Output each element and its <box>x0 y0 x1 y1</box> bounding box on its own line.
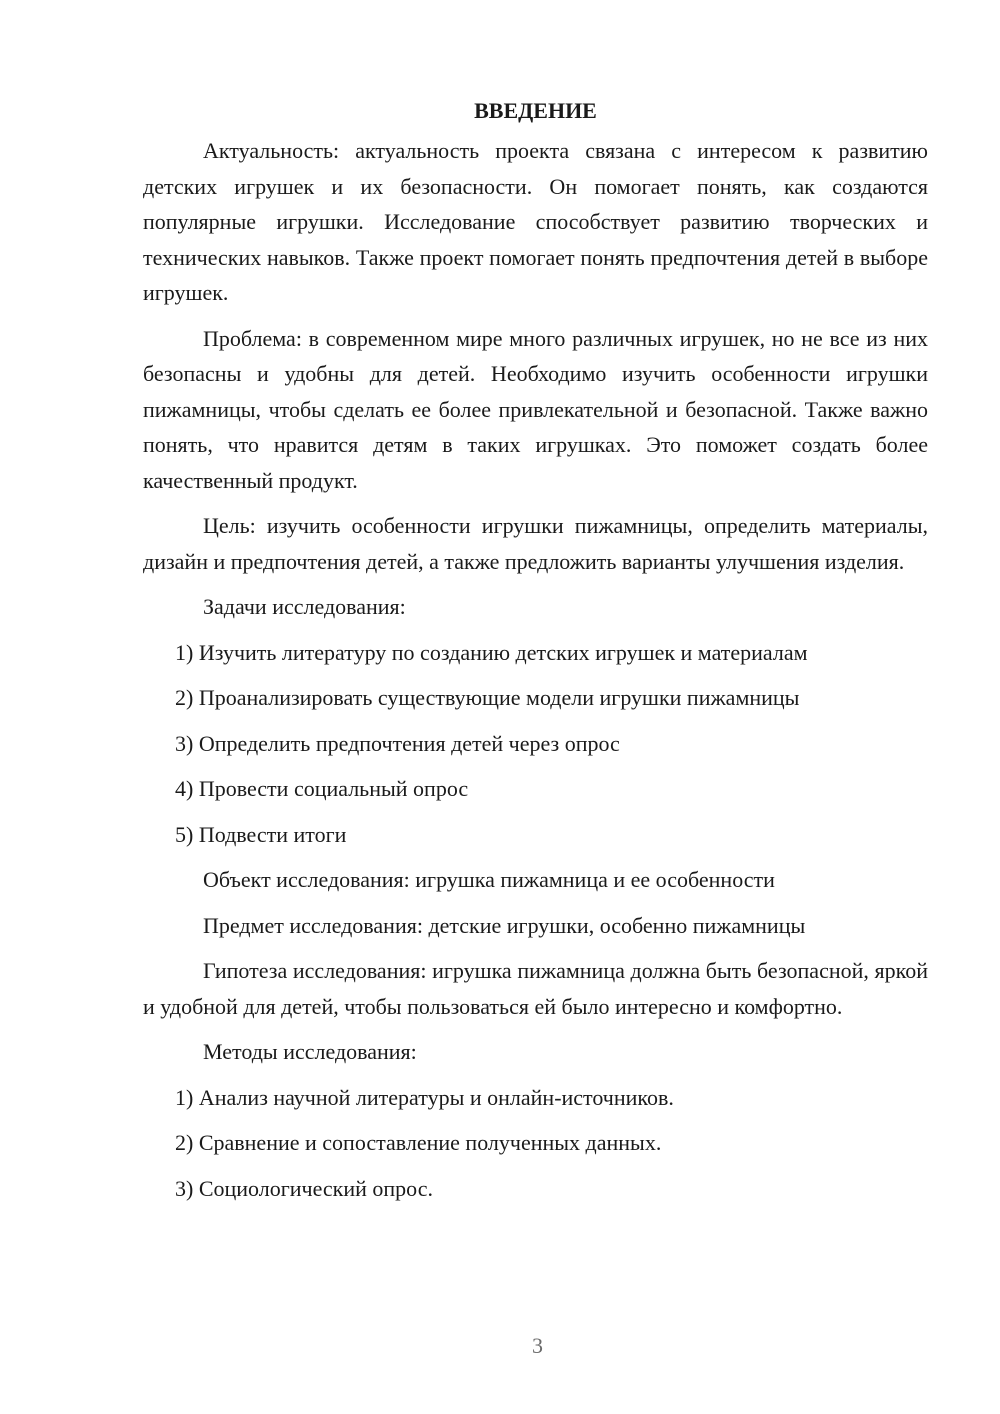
list-item: 2) Проанализировать существующие модели игрушки пижамницы <box>175 685 800 710</box>
list-item: 1) Анализ научной литературы и онлайн-источников. <box>175 1084 674 1110</box>
list-item: 3) Социологический опрос. <box>175 1175 433 1201</box>
research-subject: Предмет исследования: детские игрушки, особенно пижамницы <box>203 912 806 938</box>
list-item: 2) Сравнение и сопоставление полученных данных. <box>175 1130 662 1155</box>
methods-list <box>143 1080 928 1207</box>
list-item: 1) Изучить литературу по созданию детских игрушек и материалам <box>175 639 808 665</box>
page-title: ВВЕДЕНИЕ <box>474 98 597 123</box>
hypothesis-paragraph: Гипотеза исследования: игрушка пижамница должна быть безопасной, яркой и удобной для детей, чтобы пользоваться ей было интересно и комфортно. <box>143 958 928 1019</box>
relevance-paragraph: Актуальность: актуальность проекта связана с интересом к развитию детских игрушек и их безопасности. Он помогает понять, как создаются популярные игрушки. Исследование способствует развитию творческих и технических навыков. Также проект помогает понять предпочтения детей в выборе игрушек. <box>143 138 928 305</box>
methods-heading: Методы исследования: <box>203 1039 417 1064</box>
problem-paragraph: Проблема: в современном мире много различных игрушек, но не все из них безопасны и удобны для детей. Необходимо изучить особенности игрушки пижамницы, чтобы сделать ее более привлекательной и безопасной. Также важно понять, что нравится детям в таких игрушках. Это поможет создать более качественный продукт. <box>143 325 928 493</box>
tasks-list <box>143 635 928 853</box>
page-number: 3 <box>532 1333 543 1358</box>
list-item: 5) Подвести итоги <box>175 821 347 847</box>
list-item: 4) Провести социальный опрос <box>175 776 469 801</box>
list-item: 3) Определить предпочтения детей через опрос <box>175 730 620 756</box>
research-object: Объект исследования: игрушка пижамница и ее особенности <box>203 867 775 892</box>
document-page <box>143 92 928 1206</box>
goal-paragraph: Цель: изучить особенности игрушки пижамницы, определить материалы, дизайн и предпочтения детей, а также предложить варианты улучшения изделия. <box>143 513 928 574</box>
tasks-heading: Задачи исследования: <box>203 594 406 619</box>
